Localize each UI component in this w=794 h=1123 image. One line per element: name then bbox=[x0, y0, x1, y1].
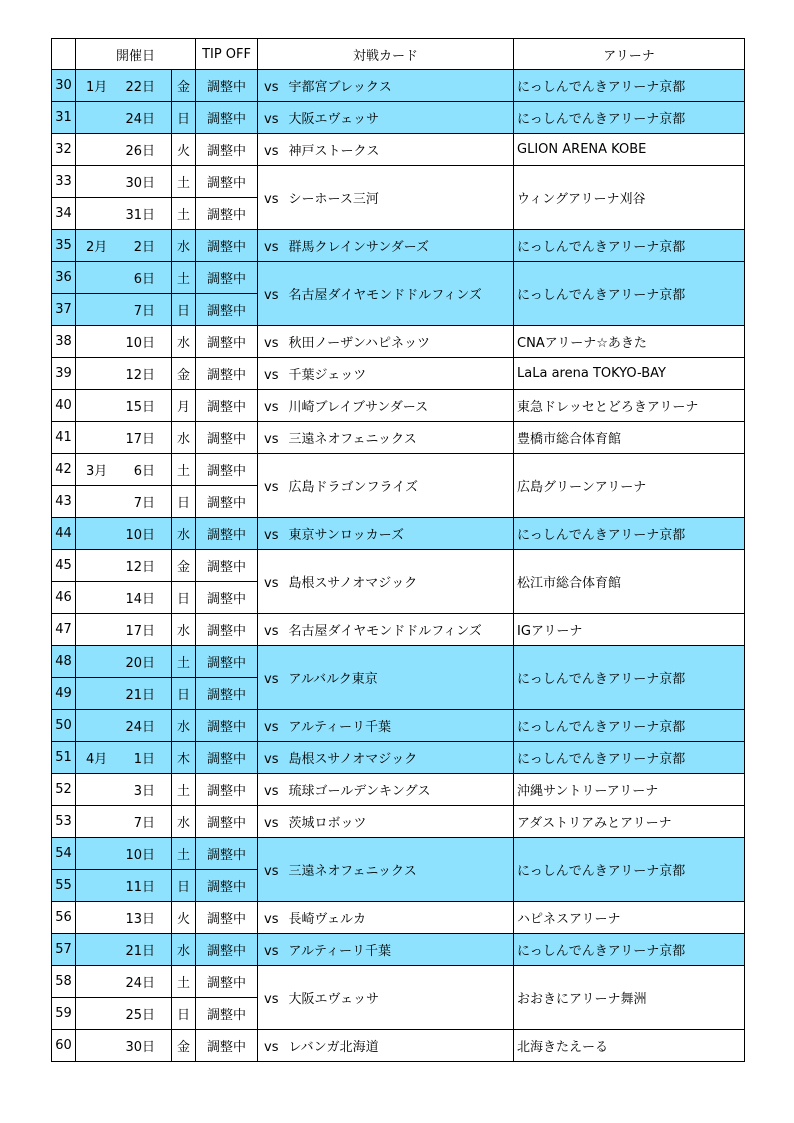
table-row bbox=[52, 902, 745, 934]
weekday-cell: 土 bbox=[172, 198, 196, 230]
vs-label: vs bbox=[264, 528, 279, 543]
matchup-cell bbox=[258, 774, 514, 806]
game-number: 30 bbox=[52, 70, 76, 102]
weekday-cell: 土 bbox=[172, 774, 196, 806]
opponent-name: 三遠ネオフェニックス bbox=[288, 864, 417, 879]
opponent-name: 千葉ジェッツ bbox=[288, 368, 367, 383]
game-number: 45 bbox=[52, 550, 76, 582]
tipoff-cell: 調整中 bbox=[196, 294, 258, 326]
day-cell: 17日 bbox=[116, 422, 172, 454]
day-cell: 11日 bbox=[116, 870, 172, 902]
month-cell bbox=[76, 358, 116, 390]
table-row bbox=[52, 358, 745, 390]
day-cell: 10日 bbox=[116, 326, 172, 358]
day-cell: 21日 bbox=[116, 678, 172, 710]
arena-cell: GLION ARENA KOBE bbox=[514, 134, 745, 166]
vs-label: vs bbox=[264, 720, 279, 735]
table-row bbox=[52, 774, 745, 806]
day-cell: 26日 bbox=[116, 134, 172, 166]
day-cell: 6日 bbox=[116, 262, 172, 294]
tipoff-cell: 調整中 bbox=[196, 422, 258, 454]
day-cell: 13日 bbox=[116, 902, 172, 934]
tipoff-cell: 調整中 bbox=[196, 678, 258, 710]
tipoff-cell: 調整中 bbox=[196, 742, 258, 774]
tipoff-cell: 調整中 bbox=[196, 966, 258, 998]
matchup-cell bbox=[258, 454, 514, 518]
vs-label: vs bbox=[264, 240, 279, 255]
weekday-cell: 土 bbox=[172, 646, 196, 678]
day-cell: 22日 bbox=[116, 70, 172, 102]
table-row bbox=[52, 646, 745, 678]
schedule-table bbox=[51, 38, 745, 1062]
weekday-cell: 日 bbox=[172, 582, 196, 614]
game-number: 46 bbox=[52, 582, 76, 614]
day-cell: 2日 bbox=[116, 230, 172, 262]
day-cell: 6日 bbox=[116, 454, 172, 486]
month-cell bbox=[76, 486, 116, 518]
game-number: 35 bbox=[52, 230, 76, 262]
matchup-cell bbox=[258, 1030, 514, 1062]
tipoff-cell: 調整中 bbox=[196, 774, 258, 806]
vs-label: vs bbox=[264, 336, 279, 351]
game-number: 34 bbox=[52, 198, 76, 230]
day-cell: 30日 bbox=[116, 166, 172, 198]
weekday-cell: 火 bbox=[172, 902, 196, 934]
weekday-cell: 水 bbox=[172, 230, 196, 262]
game-number: 47 bbox=[52, 614, 76, 646]
opponent-name: 三遠ネオフェニックス bbox=[288, 432, 417, 447]
vs-label: vs bbox=[264, 192, 279, 207]
opponent-name: シーホース三河 bbox=[288, 192, 379, 207]
month-cell bbox=[76, 294, 116, 326]
game-number: 38 bbox=[52, 326, 76, 358]
game-number: 54 bbox=[52, 838, 76, 870]
weekday-cell: 月 bbox=[172, 390, 196, 422]
table-row bbox=[52, 710, 745, 742]
month-cell bbox=[76, 422, 116, 454]
month-cell: 1月 bbox=[76, 70, 116, 102]
vs-label: vs bbox=[264, 576, 279, 591]
opponent-name: 島根スサノオマジック bbox=[288, 576, 418, 591]
tipoff-cell: 調整中 bbox=[196, 198, 258, 230]
opponent-name: 広島ドラゴンフライズ bbox=[288, 480, 418, 495]
arena-cell: にっしんでんきアリーナ京都 bbox=[514, 518, 745, 550]
month-cell bbox=[76, 998, 116, 1030]
month-cell bbox=[76, 646, 116, 678]
arena-cell: 北海きたえーる bbox=[514, 1030, 745, 1062]
day-cell: 31日 bbox=[116, 198, 172, 230]
table-row bbox=[52, 262, 745, 294]
weekday-cell: 木 bbox=[172, 742, 196, 774]
opponent-name: 茨城ロボッツ bbox=[288, 816, 367, 831]
month-cell bbox=[76, 518, 116, 550]
arena-cell: おおきにアリーナ舞洲 bbox=[514, 966, 745, 1030]
opponent-name: 秋田ノーザンハピネッツ bbox=[288, 336, 430, 351]
vs-label: vs bbox=[264, 784, 279, 799]
vs-label: vs bbox=[264, 112, 279, 127]
game-number: 31 bbox=[52, 102, 76, 134]
month-cell bbox=[76, 102, 116, 134]
game-number: 57 bbox=[52, 934, 76, 966]
game-number: 37 bbox=[52, 294, 76, 326]
day-cell: 7日 bbox=[116, 806, 172, 838]
arena-cell: ハピネスアリーナ bbox=[514, 902, 745, 934]
game-number: 40 bbox=[52, 390, 76, 422]
matchup-cell bbox=[258, 614, 514, 646]
schedule-body bbox=[52, 70, 745, 1062]
day-cell: 24日 bbox=[116, 102, 172, 134]
weekday-cell: 水 bbox=[172, 806, 196, 838]
arena-cell: にっしんでんきアリーナ京都 bbox=[514, 838, 745, 902]
month-cell bbox=[76, 710, 116, 742]
opponent-name: 琉球ゴールデンキングス bbox=[288, 784, 431, 799]
matchup-cell bbox=[258, 838, 514, 902]
opponent-name: 名古屋ダイヤモンドドルフィンズ bbox=[288, 624, 482, 639]
tipoff-cell: 調整中 bbox=[196, 454, 258, 486]
month-cell bbox=[76, 198, 116, 230]
table-row bbox=[52, 806, 745, 838]
game-number: 50 bbox=[52, 710, 76, 742]
month-cell bbox=[76, 166, 116, 198]
month-cell bbox=[76, 934, 116, 966]
arena-cell: 東急ドレッセとどろきアリーナ bbox=[514, 390, 745, 422]
vs-label: vs bbox=[264, 816, 279, 831]
day-cell: 7日 bbox=[116, 294, 172, 326]
weekday-cell: 日 bbox=[172, 486, 196, 518]
table-row bbox=[52, 70, 745, 102]
tipoff-cell: 調整中 bbox=[196, 326, 258, 358]
matchup-cell bbox=[258, 70, 514, 102]
matchup-cell bbox=[258, 422, 514, 454]
table-row bbox=[52, 966, 745, 998]
weekday-cell: 日 bbox=[172, 998, 196, 1030]
tipoff-cell: 調整中 bbox=[196, 166, 258, 198]
weekday-cell: 金 bbox=[172, 550, 196, 582]
weekday-cell: 水 bbox=[172, 422, 196, 454]
matchup-cell bbox=[258, 902, 514, 934]
vs-label: vs bbox=[264, 624, 279, 639]
game-number: 49 bbox=[52, 678, 76, 710]
weekday-cell: 土 bbox=[172, 262, 196, 294]
game-number: 51 bbox=[52, 742, 76, 774]
game-number: 36 bbox=[52, 262, 76, 294]
month-cell bbox=[76, 678, 116, 710]
arena-cell: アダストリアみとアリーナ bbox=[514, 806, 745, 838]
matchup-cell bbox=[258, 166, 514, 230]
opponent-name: アルティーリ千葉 bbox=[288, 720, 391, 735]
tipoff-cell: 調整中 bbox=[196, 390, 258, 422]
day-cell: 14日 bbox=[116, 582, 172, 614]
month-cell bbox=[76, 838, 116, 870]
matchup-cell bbox=[258, 806, 514, 838]
arena-cell: LaLa arena TOKYO-BAY bbox=[514, 358, 745, 390]
month-cell: 3月 bbox=[76, 454, 116, 486]
table-row bbox=[52, 454, 745, 486]
vs-label: vs bbox=[264, 480, 279, 495]
day-cell: 30日 bbox=[116, 1030, 172, 1062]
tipoff-cell: 調整中 bbox=[196, 262, 258, 294]
tipoff-cell: 調整中 bbox=[196, 806, 258, 838]
month-cell bbox=[76, 390, 116, 422]
header-date: 開催日 bbox=[76, 39, 196, 70]
month-cell bbox=[76, 614, 116, 646]
opponent-name: 川崎ブレイブサンダース bbox=[288, 400, 429, 415]
game-number: 41 bbox=[52, 422, 76, 454]
tipoff-cell: 調整中 bbox=[196, 646, 258, 678]
arena-cell: にっしんでんきアリーナ京都 bbox=[514, 934, 745, 966]
arena-cell: にっしんでんきアリーナ京都 bbox=[514, 230, 745, 262]
month-cell: 2月 bbox=[76, 230, 116, 262]
day-cell: 10日 bbox=[116, 518, 172, 550]
opponent-name: 大阪エヴェッサ bbox=[288, 112, 379, 127]
month-cell bbox=[76, 550, 116, 582]
month-cell bbox=[76, 262, 116, 294]
vs-label: vs bbox=[264, 992, 279, 1007]
vs-label: vs bbox=[264, 672, 279, 687]
game-number: 48 bbox=[52, 646, 76, 678]
weekday-cell: 日 bbox=[172, 870, 196, 902]
table-row bbox=[52, 134, 745, 166]
weekday-cell: 水 bbox=[172, 934, 196, 966]
opponent-name: アルティーリ千葉 bbox=[288, 944, 391, 959]
opponent-name: 東京サンロッカーズ bbox=[288, 528, 404, 543]
matchup-cell bbox=[258, 262, 514, 326]
tipoff-cell: 調整中 bbox=[196, 838, 258, 870]
game-number: 60 bbox=[52, 1030, 76, 1062]
opponent-name: 名古屋ダイヤモンドドルフィンズ bbox=[288, 288, 482, 303]
month-cell bbox=[76, 966, 116, 998]
vs-label: vs bbox=[264, 1040, 279, 1055]
day-cell: 12日 bbox=[116, 550, 172, 582]
vs-label: vs bbox=[264, 288, 279, 303]
weekday-cell: 水 bbox=[172, 710, 196, 742]
month-cell bbox=[76, 326, 116, 358]
game-number: 56 bbox=[52, 902, 76, 934]
day-cell: 15日 bbox=[116, 390, 172, 422]
matchup-cell bbox=[258, 358, 514, 390]
arena-cell: 豊橋市総合体育館 bbox=[514, 422, 745, 454]
vs-label: vs bbox=[264, 912, 279, 927]
day-cell: 7日 bbox=[116, 486, 172, 518]
arena-cell: 広島グリーンアリーナ bbox=[514, 454, 745, 518]
opponent-name: 長崎ヴェルカ bbox=[288, 912, 366, 927]
game-number: 58 bbox=[52, 966, 76, 998]
tipoff-cell: 調整中 bbox=[196, 934, 258, 966]
game-number: 42 bbox=[52, 454, 76, 486]
tipoff-cell: 調整中 bbox=[196, 518, 258, 550]
opponent-name: アルバルク東京 bbox=[288, 672, 378, 687]
arena-cell: ウィングアリーナ刈谷 bbox=[514, 166, 745, 230]
arena-cell: 沖縄サントリーアリーナ bbox=[514, 774, 745, 806]
weekday-cell: 土 bbox=[172, 454, 196, 486]
table-row bbox=[52, 390, 745, 422]
tipoff-cell: 調整中 bbox=[196, 230, 258, 262]
table-row bbox=[52, 742, 745, 774]
game-number: 33 bbox=[52, 166, 76, 198]
tipoff-cell: 調整中 bbox=[196, 486, 258, 518]
arena-cell: 松江市総合体育館 bbox=[514, 550, 745, 614]
game-number: 59 bbox=[52, 998, 76, 1030]
month-cell bbox=[76, 134, 116, 166]
header-matchup: 対戦カード bbox=[258, 39, 514, 70]
weekday-cell: 水 bbox=[172, 326, 196, 358]
game-number: 53 bbox=[52, 806, 76, 838]
weekday-cell: 土 bbox=[172, 838, 196, 870]
month-cell bbox=[76, 774, 116, 806]
vs-label: vs bbox=[264, 944, 279, 959]
weekday-cell: 水 bbox=[172, 614, 196, 646]
opponent-name: 島根スサノオマジック bbox=[288, 752, 418, 767]
weekday-cell: 火 bbox=[172, 134, 196, 166]
matchup-cell bbox=[258, 518, 514, 550]
vs-label: vs bbox=[264, 368, 279, 383]
table-row bbox=[52, 518, 745, 550]
matchup-cell bbox=[258, 966, 514, 1030]
vs-label: vs bbox=[264, 752, 279, 767]
day-cell: 20日 bbox=[116, 646, 172, 678]
weekday-cell: 日 bbox=[172, 102, 196, 134]
day-cell: 25日 bbox=[116, 998, 172, 1030]
opponent-name: レバンガ北海道 bbox=[288, 1040, 379, 1055]
weekday-cell: 金 bbox=[172, 358, 196, 390]
opponent-name: 神戸ストークス bbox=[288, 144, 380, 159]
tipoff-cell: 調整中 bbox=[196, 902, 258, 934]
month-cell bbox=[76, 806, 116, 838]
opponent-name: 宇都宮ブレックス bbox=[288, 80, 392, 95]
tipoff-cell: 調整中 bbox=[196, 102, 258, 134]
table-row bbox=[52, 230, 745, 262]
weekday-cell: 日 bbox=[172, 294, 196, 326]
opponent-name: 群馬クレインサンダーズ bbox=[288, 240, 430, 255]
matchup-cell bbox=[258, 710, 514, 742]
month-cell bbox=[76, 1030, 116, 1062]
table-row bbox=[52, 166, 745, 198]
matchup-cell bbox=[258, 646, 514, 710]
arena-cell: にっしんでんきアリーナ京都 bbox=[514, 710, 745, 742]
tipoff-cell: 調整中 bbox=[196, 710, 258, 742]
day-cell: 24日 bbox=[116, 966, 172, 998]
tipoff-cell: 調整中 bbox=[196, 550, 258, 582]
day-cell: 17日 bbox=[116, 614, 172, 646]
tipoff-cell: 調整中 bbox=[196, 1030, 258, 1062]
day-cell: 1日 bbox=[116, 742, 172, 774]
opponent-name: 大阪エヴェッサ bbox=[288, 992, 379, 1007]
tipoff-cell: 調整中 bbox=[196, 998, 258, 1030]
month-cell bbox=[76, 902, 116, 934]
matchup-cell bbox=[258, 390, 514, 422]
tipoff-cell: 調整中 bbox=[196, 582, 258, 614]
table-row bbox=[52, 934, 745, 966]
day-cell: 21日 bbox=[116, 934, 172, 966]
weekday-cell: 土 bbox=[172, 966, 196, 998]
table-row bbox=[52, 838, 745, 870]
arena-cell: IGアリーナ bbox=[514, 614, 745, 646]
weekday-cell: 土 bbox=[172, 166, 196, 198]
arena-cell: にっしんでんきアリーナ京都 bbox=[514, 262, 745, 326]
table-row bbox=[52, 1030, 745, 1062]
matchup-cell bbox=[258, 550, 514, 614]
game-number: 32 bbox=[52, 134, 76, 166]
tipoff-cell: 調整中 bbox=[196, 358, 258, 390]
game-number: 55 bbox=[52, 870, 76, 902]
weekday-cell: 金 bbox=[172, 70, 196, 102]
header-tipoff: TIP OFF bbox=[196, 39, 258, 70]
month-cell: 4月 bbox=[76, 742, 116, 774]
vs-label: vs bbox=[264, 400, 279, 415]
month-cell bbox=[76, 582, 116, 614]
weekday-cell: 金 bbox=[172, 1030, 196, 1062]
arena-cell: にっしんでんきアリーナ京都 bbox=[514, 102, 745, 134]
table-row bbox=[52, 102, 745, 134]
day-cell: 12日 bbox=[116, 358, 172, 390]
table-row bbox=[52, 614, 745, 646]
arena-cell: にっしんでんきアリーナ京都 bbox=[514, 742, 745, 774]
table-row bbox=[52, 422, 745, 454]
game-number: 44 bbox=[52, 518, 76, 550]
matchup-cell bbox=[258, 934, 514, 966]
header-row bbox=[52, 39, 745, 70]
game-number: 39 bbox=[52, 358, 76, 390]
month-cell bbox=[76, 870, 116, 902]
arena-cell: CNAアリーナ☆あきた bbox=[514, 326, 745, 358]
tipoff-cell: 調整中 bbox=[196, 134, 258, 166]
vs-label: vs bbox=[264, 864, 279, 879]
header-no bbox=[52, 39, 76, 70]
game-number: 52 bbox=[52, 774, 76, 806]
day-cell: 3日 bbox=[116, 774, 172, 806]
game-number: 43 bbox=[52, 486, 76, 518]
table-row bbox=[52, 550, 745, 582]
weekday-cell: 日 bbox=[172, 678, 196, 710]
vs-label: vs bbox=[264, 144, 279, 159]
matchup-cell bbox=[258, 742, 514, 774]
arena-cell: にっしんでんきアリーナ京都 bbox=[514, 646, 745, 710]
tipoff-cell: 調整中 bbox=[196, 870, 258, 902]
arena-cell: にっしんでんきアリーナ京都 bbox=[514, 70, 745, 102]
vs-label: vs bbox=[264, 432, 279, 447]
weekday-cell: 水 bbox=[172, 518, 196, 550]
day-cell: 24日 bbox=[116, 710, 172, 742]
tipoff-cell: 調整中 bbox=[196, 614, 258, 646]
header-arena: アリーナ bbox=[514, 39, 745, 70]
day-cell: 10日 bbox=[116, 838, 172, 870]
tipoff-cell: 調整中 bbox=[196, 70, 258, 102]
matchup-cell bbox=[258, 230, 514, 262]
vs-label: vs bbox=[264, 80, 279, 95]
matchup-cell bbox=[258, 134, 514, 166]
matchup-cell bbox=[258, 102, 514, 134]
matchup-cell bbox=[258, 326, 514, 358]
table-row bbox=[52, 326, 745, 358]
